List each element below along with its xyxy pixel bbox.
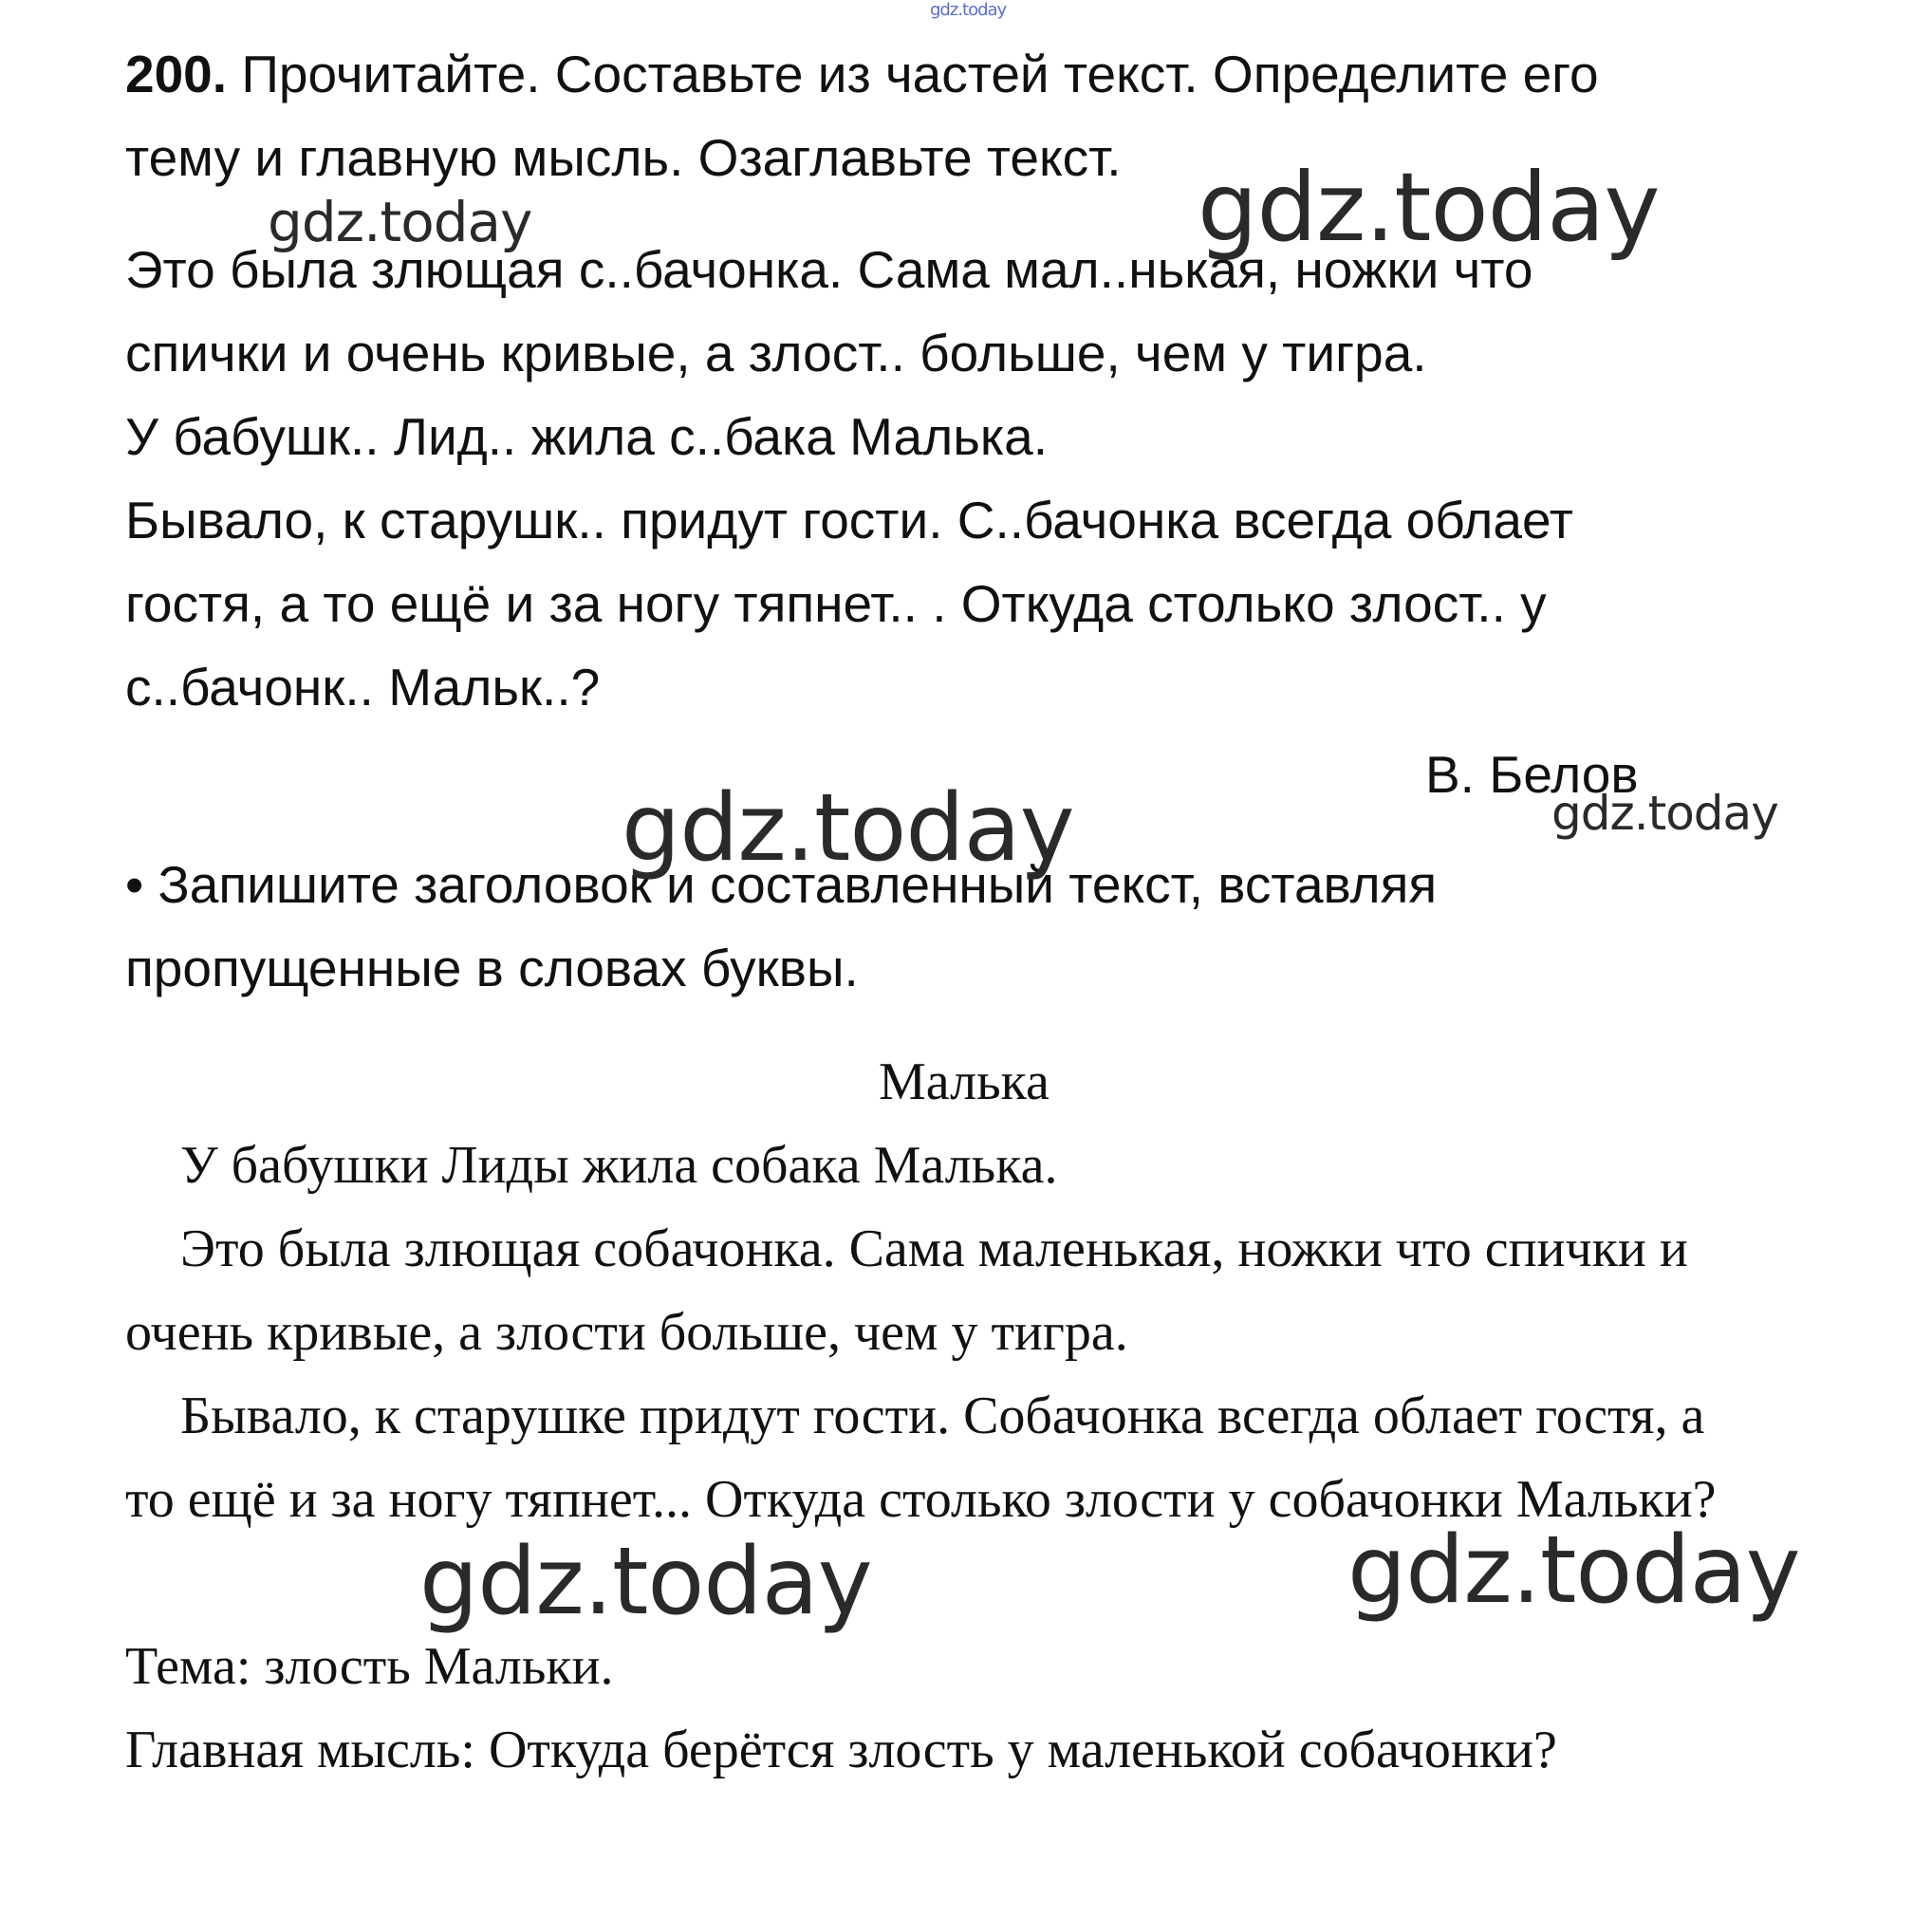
exercise-instruction-line1: Прочитайте. Составьте из частей текст. Определите его [241,45,1599,103]
watermark: gdz.today [622,774,1074,883]
answer-paragraph: очень кривые, а злости больше, чем у тигра. [125,1303,1128,1362]
watermark: gdz.today [268,190,532,254]
source-text-line: спички и очень кривые, а злост.. больше, чем у тигра. [125,324,1427,382]
answer-paragraph: Бывало, к старушке придут гости. Собачонка всегда облает гостя, а [180,1387,1705,1445]
answer-topic: Тема: злость Мальки. [125,1637,614,1696]
answer-main-idea: Главная мысль: Откуда берётся злость у маленькой собачонки? [125,1721,1557,1779]
exercise-number: 200. [125,45,228,103]
exercise-heading [125,32,1599,116]
answer-paragraph: то ещё и за ногу тяпнет... Откуда столько злости у собачонки Мальки? [125,1470,1717,1529]
task-line1: • Запишите заголовок и составленный текст, вставляя [125,855,1438,914]
watermark: gdz.today [930,0,1007,20]
watermark: gdz.today [1347,1517,1800,1625]
task-line2: пропущенные в словах буквы. [125,939,859,997]
answer-paragraph: У бабушки Лиды жила собака Малька. [180,1136,1058,1195]
author-name: В. Белов [1425,745,1639,804]
answer-title: Малька [879,1052,1050,1111]
source-text-line: с..бачонк.. Мальк..? [125,658,601,717]
source-text-line: гостя, а то ещё и за ногу тяпнет.. . Откуда столько злост.. у [125,574,1547,633]
source-text-line: У бабушк.. Лид.. жила с..бака Малька. [125,407,1049,466]
source-text-line: Бывало, к старушк.. придут гости. С..бачонка всегда облает [125,491,1573,549]
answer-paragraph: Это была злющая собачонка. Сама маленькая, ножки что спички и [180,1219,1688,1278]
watermark: gdz.today [1198,152,1660,263]
watermark: gdz.today [1551,786,1778,841]
exercise-instruction-line2: тему и главную мысль. Озаглавьте текст. [125,128,1122,187]
watermark: gdz.today [419,1528,872,1636]
source-text-line: Это была злющая с..бачонка. Сама мал..нькая, ножки что [125,240,1533,299]
